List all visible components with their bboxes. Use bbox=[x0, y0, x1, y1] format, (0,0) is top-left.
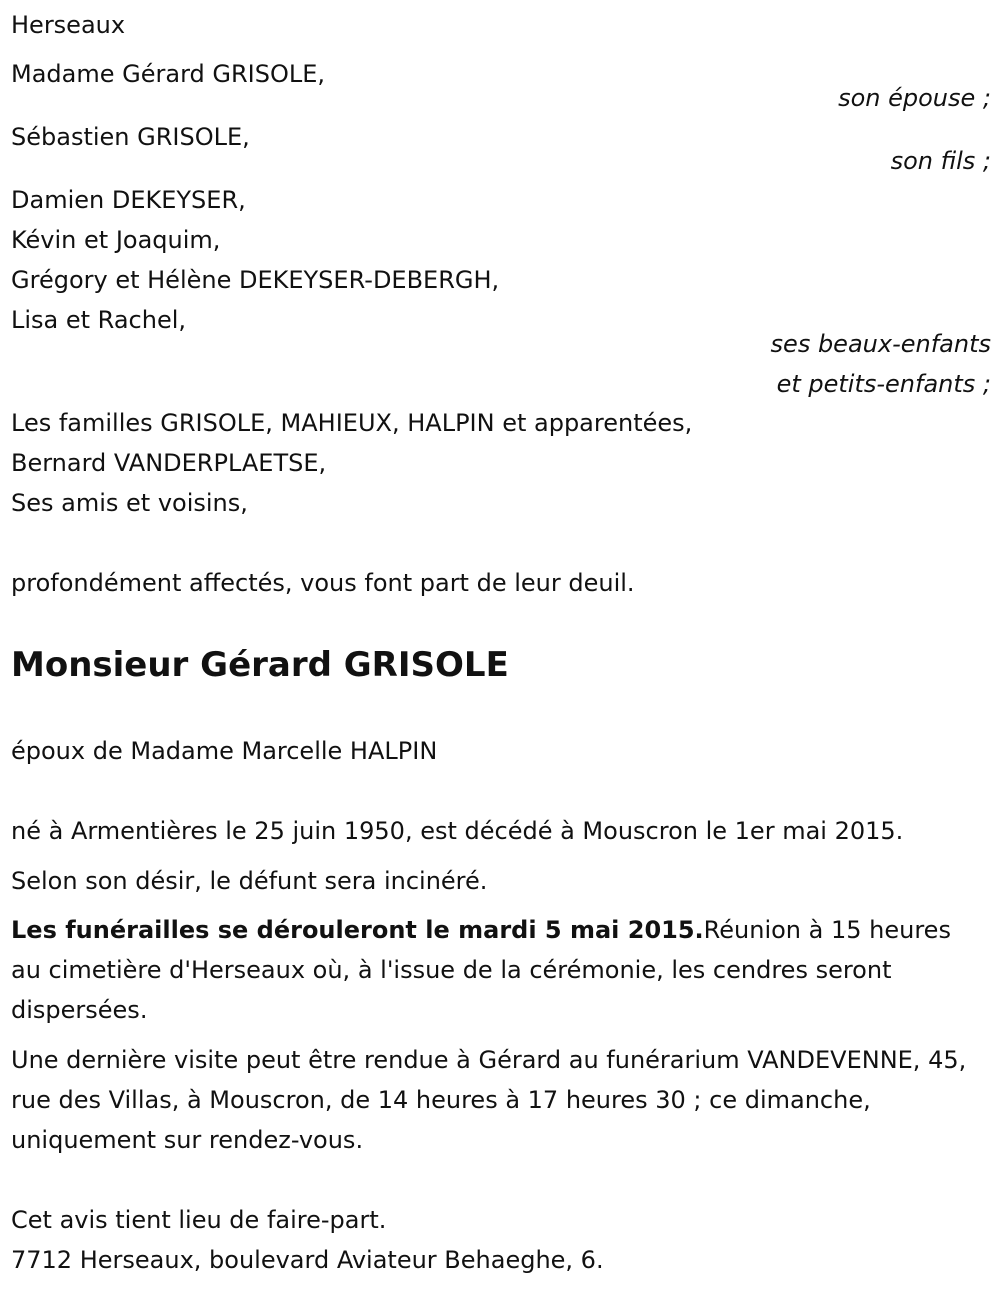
funeral-paragraph bbox=[11, 910, 986, 1030]
funeral-date-bold: Les funérailles se dérouleront le mardi 5 mai 2015. bbox=[11, 916, 704, 944]
other-mourner-line: Ses amis et voisins, bbox=[11, 489, 248, 517]
other-mourner-line: Bernard VANDERPLAETSE, bbox=[11, 449, 327, 477]
son-role: son fils ; bbox=[890, 147, 991, 175]
son-name: Sébastien GRISOLE, bbox=[11, 123, 250, 151]
cremation-wish: Selon son désir, le défunt sera incinéré. bbox=[11, 867, 488, 895]
child-line: Damien DEKEYSER, bbox=[11, 186, 246, 214]
announcement-line: profondément affectés, vous font part de leur deuil. bbox=[11, 569, 635, 597]
visit-paragraph: Une dernière visite peut être rendue à Gérard au funérarium VANDEVENNE, 45, rue des Villas, à Mouscron, de 14 heures à 17 heures 30 ; ce dimanche, uniquement sur rendez-vous. bbox=[11, 1046, 967, 1154]
spouse-role: son épouse ; bbox=[838, 84, 991, 112]
address-line: 7712 Herseaux, boulevard Aviateur Behaeghe, 6. bbox=[11, 1246, 604, 1274]
birth-death-line: né à Armentières le 25 juin 1950, est décédé à Mouscron le 1er mai 2015. bbox=[11, 817, 904, 845]
other-mourner-line: Les familles GRISOLE, MAHIEUX, HALPIN et apparentées, bbox=[11, 409, 693, 437]
funeral-details: Réunion à 15 heures au cimetière d'Herseaux où, à l'issue de la cérémonie, les cendres seront dispersées. bbox=[11, 916, 951, 1024]
children-role-1: ses beaux-enfants bbox=[770, 330, 991, 358]
child-line: Lisa et Rachel, bbox=[11, 306, 187, 334]
notice-line: Cet avis tient lieu de faire-part. bbox=[11, 1206, 387, 1234]
children-role-2: et petits-enfants ; bbox=[776, 370, 991, 398]
child-line: Kévin et Joaquim, bbox=[11, 226, 221, 254]
location-header: Herseaux bbox=[11, 11, 126, 39]
spouse-name: Madame Gérard GRISOLE, bbox=[11, 60, 326, 88]
deceased-name: Monsieur Gérard GRISOLE bbox=[11, 645, 509, 685]
deceased-spouse-line: époux de Madame Marcelle HALPIN bbox=[11, 737, 438, 765]
child-line: Grégory et Hélène DEKEYSER-DEBERGH, bbox=[11, 266, 500, 294]
